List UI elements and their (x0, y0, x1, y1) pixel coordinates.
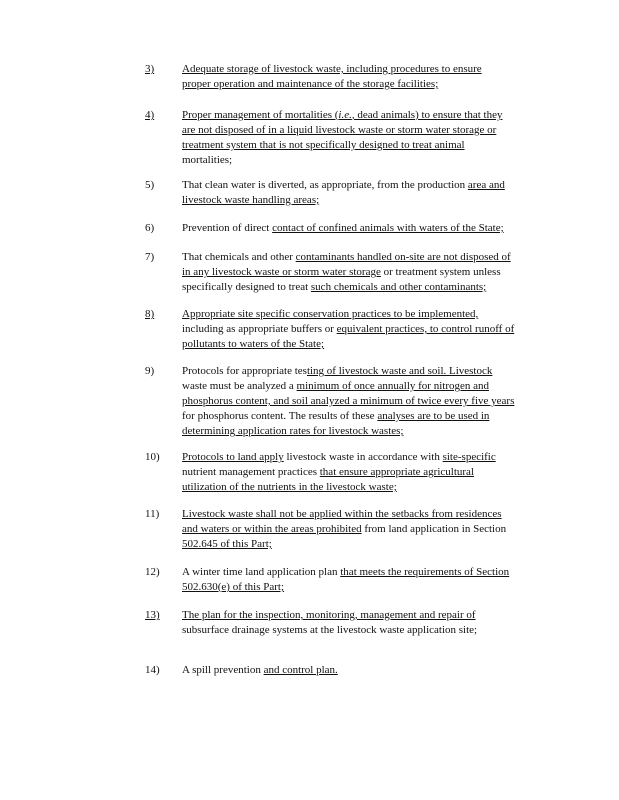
text-line (182, 108, 554, 123)
text-segment: 502.645 of this Part; (182, 538, 272, 550)
text-line (182, 379, 554, 394)
item-number: 4) (145, 109, 155, 121)
text-segment: Livestock waste shall not be applied within the setbacks from residences (182, 508, 502, 520)
text-segment: Prevention of direct (182, 222, 273, 234)
item-text (182, 307, 554, 352)
item-text (182, 250, 554, 295)
text-segment: ting of livestock waste and soil. Livestock (306, 365, 493, 377)
text-line (182, 394, 554, 409)
text-segment: proper operation and maintenance of the storage facilities; (182, 78, 439, 90)
item-number: 5) (145, 179, 155, 191)
text-line (182, 322, 554, 337)
text-line (182, 565, 554, 580)
text-segment: such chemicals and other contaminants; (310, 281, 487, 293)
text-segment: in any livestock waste or storm water storage (182, 266, 381, 278)
text-segment: Protocols to land apply (182, 451, 284, 463)
text-segment: that meets the requirements of Section (340, 566, 510, 578)
text-segment: and waters or within the areas prohibited (182, 523, 362, 535)
item-text (182, 178, 554, 208)
text-line (182, 265, 554, 280)
item-text (182, 364, 554, 439)
text-line (182, 623, 554, 638)
text-segment: minimum of once annually for nitrogen and (296, 380, 489, 392)
text-segment: livestock waste in accordance with (283, 451, 443, 463)
text-line (182, 663, 554, 678)
text-line (182, 364, 554, 379)
text-segment: that ensure appropriate agricultural (319, 466, 474, 478)
item-number: 6) (145, 222, 155, 234)
item-number: 14) (145, 664, 160, 676)
text-segment: specifically designed to treat (182, 281, 311, 293)
text-segment: i.e. (338, 109, 352, 121)
item-number: 11) (145, 508, 160, 520)
text-segment: are not disposed of in a liquid livestock waste or storm water storage or (182, 124, 497, 136)
text-segment: waste must be analyzed a (182, 380, 297, 392)
text-segment: That clean water is diverted, as appropriate, from the production (182, 179, 468, 191)
text-line (182, 337, 554, 352)
item-text (182, 663, 554, 678)
text-segment: Adequate storage of livestock waste, including procedures to ensure (182, 63, 482, 75)
item-text (182, 221, 554, 236)
text-segment: for phosphorus content. The results of these (182, 410, 378, 422)
text-line (182, 250, 554, 265)
text-line (182, 138, 554, 153)
item-number: 12) (145, 566, 160, 578)
text-line (182, 465, 554, 480)
text-segment: subsurface drainage systems at the livestock waste application site; (182, 624, 478, 636)
text-segment: including as appropriate buffers or (182, 323, 337, 335)
text-segment: equivalent practices, to control runoff of (336, 323, 515, 335)
item-number: 10) (145, 451, 160, 463)
item-number: 9) (145, 365, 155, 377)
item-text (182, 62, 554, 92)
text-segment: , dead animals) to ensure that they (351, 109, 503, 121)
text-segment: or treatment system unless (380, 266, 501, 278)
text-line (182, 123, 554, 138)
text-line (182, 193, 554, 208)
text-line (182, 62, 554, 77)
item-text (182, 565, 554, 595)
text-segment: contaminants handled on-site are not disposed of (295, 251, 511, 263)
text-line (182, 507, 554, 522)
text-line (182, 522, 554, 537)
item-text (182, 507, 554, 552)
text-segment: 502.630(e) of this Part; (182, 581, 285, 593)
text-segment: livestock wastes; (328, 425, 404, 437)
text-line (182, 153, 554, 168)
text-segment: A winter time land application plan (182, 566, 341, 578)
text-segment: livestock waste handling areas; (182, 194, 320, 206)
text-segment: That chemicals and other (182, 251, 296, 263)
item-number: 3) (145, 63, 155, 75)
text-line (182, 307, 554, 322)
item-text (182, 108, 554, 168)
text-segment: Proper management of mortalities ( (182, 109, 339, 121)
text-segment: from land application in Section (361, 523, 507, 535)
text-line (182, 409, 554, 424)
text-segment: analyses are to be used in (377, 410, 490, 422)
text-segment: site-specific (442, 451, 496, 463)
item-text (182, 608, 554, 638)
text-line (182, 480, 554, 495)
text-segment: mortalities; (182, 154, 233, 166)
item-text (182, 450, 554, 495)
text-segment: determining application rates for (182, 425, 329, 437)
text-segment: contact of confined animals with waters of the State; (272, 222, 504, 234)
text-line (182, 608, 554, 623)
text-segment: utilization of the nutrients in the livestock waste; (182, 481, 397, 493)
text-segment: phosphorus content, and soil analyzed a minimum of twice every five years (182, 395, 515, 407)
text-line (182, 178, 554, 193)
text-line (182, 77, 554, 92)
text-line (182, 280, 554, 295)
text-segment: A spill prevention (182, 664, 264, 676)
text-segment: area and (467, 179, 505, 191)
text-line (182, 537, 554, 552)
item-number: 8) (145, 308, 155, 320)
text-segment: Appropriate site specific conservation practices to be implemented, (182, 308, 479, 320)
text-segment: Protocols for appropriate tes (182, 365, 307, 377)
text-line (182, 450, 554, 465)
text-line (182, 424, 554, 439)
text-line (182, 580, 554, 595)
text-segment: nutrient management practices (182, 466, 320, 478)
text-segment: The plan for the inspection, monitoring, management and repair of (182, 609, 476, 621)
item-number: 7) (145, 251, 155, 263)
text-segment: treatment system that is not specifically designed to treat animal (182, 139, 465, 151)
text-segment: and control plan. (263, 664, 338, 676)
item-number: 13) (145, 609, 160, 621)
text-line (182, 221, 554, 236)
text-segment: pollutants to waters of the State; (182, 338, 325, 350)
